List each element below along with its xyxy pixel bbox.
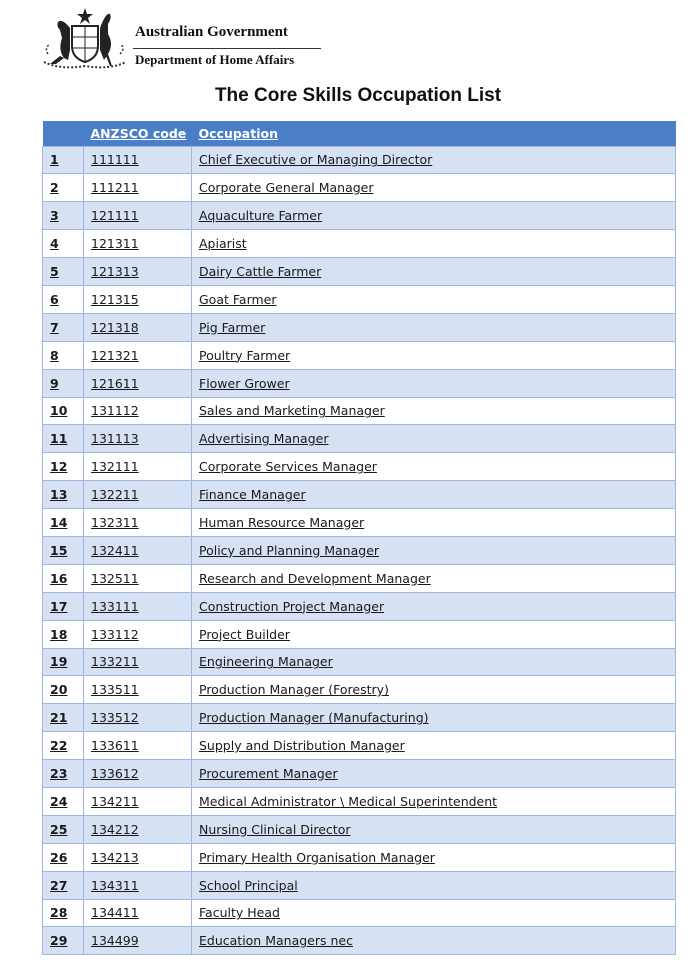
table-row [43,871,676,899]
anzsco-code[interactable]: 132311 [84,509,192,537]
table-row [43,899,676,927]
row-number[interactable]: 17 [43,592,84,620]
occupation-name[interactable]: Flower Grower [192,369,676,397]
occupation-name[interactable]: Aquaculture Farmer [192,202,676,230]
occupation-name[interactable]: Nursing Clinical Director [192,815,676,843]
anzsco-code[interactable]: 133612 [84,760,192,788]
row-number[interactable]: 15 [43,536,84,564]
row-number[interactable]: 26 [43,843,84,871]
table-row [43,676,676,704]
occupation-name[interactable]: Medical Administrator \ Medical Superintendent [192,787,676,815]
occupation-name[interactable]: Production Manager (Forestry) [192,676,676,704]
anzsco-code[interactable]: 131112 [84,397,192,425]
row-number[interactable]: 25 [43,815,84,843]
column-header-number [43,121,84,146]
table-row [43,536,676,564]
occupation-name[interactable]: Policy and Planning Manager [192,536,676,564]
table-row [43,592,676,620]
occupation-name[interactable]: Faculty Head [192,899,676,927]
row-number[interactable]: 19 [43,648,84,676]
table-row [43,815,676,843]
occupation-name[interactable]: Project Builder [192,620,676,648]
occupation-table-container [42,121,675,955]
table-row [43,787,676,815]
anzsco-code[interactable]: 121313 [84,258,192,286]
table-row [43,425,676,453]
anzsco-code[interactable]: 133511 [84,676,192,704]
anzsco-code[interactable]: 133112 [84,620,192,648]
column-header-occupation: Occupation [198,125,278,141]
occupation-name[interactable]: Corporate Services Manager [192,453,676,481]
row-number[interactable]: 10 [43,397,84,425]
row-number[interactable]: 1 [43,146,84,174]
anzsco-code[interactable]: 134311 [84,871,192,899]
header-divider [133,48,321,49]
occupation-name[interactable]: Goat Farmer [192,285,676,313]
occupation-name[interactable]: Corporate General Manager [192,174,676,202]
row-number[interactable]: 21 [43,704,84,732]
anzsco-code[interactable]: 134411 [84,899,192,927]
occupation-name[interactable]: Procurement Manager [192,760,676,788]
row-number[interactable]: 28 [43,899,84,927]
table-row [43,760,676,788]
occupation-name[interactable]: Pig Farmer [192,313,676,341]
page-title: The Core Skills Occupation List [214,85,502,106]
table-row [43,202,676,230]
row-number[interactable]: 7 [43,313,84,341]
occupation-name[interactable]: Human Resource Manager [192,509,676,537]
anzsco-code[interactable]: 133512 [84,704,192,732]
row-number[interactable]: 27 [43,871,84,899]
table-row [43,620,676,648]
anzsco-code[interactable]: 134212 [84,815,192,843]
anzsco-code[interactable]: 134499 [84,927,192,955]
anzsco-code[interactable]: 133111 [84,592,192,620]
table-row [43,732,676,760]
anzsco-code[interactable]: 132511 [84,564,192,592]
occupation-name[interactable]: School Principal [192,871,676,899]
table-row [43,146,676,174]
table-row [43,927,676,955]
table-row [43,648,676,676]
anzsco-code[interactable]: 121318 [84,313,192,341]
occupation-name[interactable]: Research and Development Manager [192,564,676,592]
row-number[interactable]: 24 [43,787,84,815]
occupation-name[interactable]: Poultry Farmer [192,341,676,369]
row-number[interactable]: 8 [43,341,84,369]
coat-of-arms-icon [40,4,130,72]
anzsco-code[interactable]: 132111 [84,453,192,481]
row-number[interactable]: 6 [43,285,84,313]
table-row [43,230,676,258]
table-row [43,704,676,732]
table-header-row [43,121,676,146]
table-row [43,258,676,286]
department-name: Department of Home Affairs [135,52,295,67]
government-name: Australian Government [135,24,288,40]
occupation-name[interactable]: Construction Project Manager [192,592,676,620]
anzsco-code[interactable]: 121611 [84,369,192,397]
row-number[interactable]: 14 [43,509,84,537]
row-number[interactable]: 5 [43,258,84,286]
table-row [43,564,676,592]
occupation-name[interactable]: Primary Health Organisation Manager [192,843,676,871]
letterhead [40,4,340,72]
occupation-name[interactable]: Advertising Manager [192,425,676,453]
anzsco-code[interactable]: 121311 [84,230,192,258]
row-number[interactable]: 2 [43,174,84,202]
occupation-name[interactable]: Dairy Cattle Farmer [192,258,676,286]
anzsco-code[interactable]: 121315 [84,285,192,313]
table-row [43,313,676,341]
occupation-name[interactable]: Supply and Distribution Manager [192,732,676,760]
row-number[interactable]: 29 [43,927,84,955]
row-number[interactable]: 13 [43,481,84,509]
row-number[interactable]: 23 [43,760,84,788]
column-header-anzsco: ANZSCO code [90,125,187,141]
anzsco-code[interactable]: 121321 [84,341,192,369]
row-number[interactable]: 18 [43,620,84,648]
anzsco-code[interactable]: 111111 [84,146,192,174]
occupation-name[interactable]: Engineering Manager [192,648,676,676]
table-row [43,453,676,481]
row-number[interactable]: 9 [43,369,84,397]
occupation-name[interactable]: Chief Executive or Managing Director [192,146,676,174]
anzsco-code[interactable]: 111211 [84,174,192,202]
row-number[interactable]: 16 [43,564,84,592]
anzsco-code[interactable]: 132411 [84,536,192,564]
table-row [43,341,676,369]
row-number[interactable]: 22 [43,732,84,760]
occupation-table [42,121,676,955]
occupation-name[interactable]: Production Manager (Manufacturing) [192,704,676,732]
table-row [43,285,676,313]
occupation-name[interactable]: Sales and Marketing Manager [192,397,676,425]
anzsco-code[interactable]: 133211 [84,648,192,676]
anzsco-code[interactable]: 134213 [84,843,192,871]
anzsco-code[interactable]: 132211 [84,481,192,509]
table-row [43,174,676,202]
row-number[interactable]: 11 [43,425,84,453]
anzsco-code[interactable]: 131113 [84,425,192,453]
occupation-name[interactable]: Education Managers nec [192,927,676,955]
row-number[interactable]: 20 [43,676,84,704]
row-number[interactable]: 12 [43,453,84,481]
table-row [43,369,676,397]
occupation-name[interactable]: Finance Manager [192,481,676,509]
anzsco-code[interactable]: 134211 [84,787,192,815]
table-row [43,397,676,425]
row-number[interactable]: 4 [43,230,84,258]
anzsco-code[interactable]: 121111 [84,202,192,230]
occupation-name[interactable]: Apiarist [192,230,676,258]
row-number[interactable]: 3 [43,202,84,230]
table-row [43,843,676,871]
table-row [43,481,676,509]
anzsco-code[interactable]: 133611 [84,732,192,760]
table-row [43,509,676,537]
